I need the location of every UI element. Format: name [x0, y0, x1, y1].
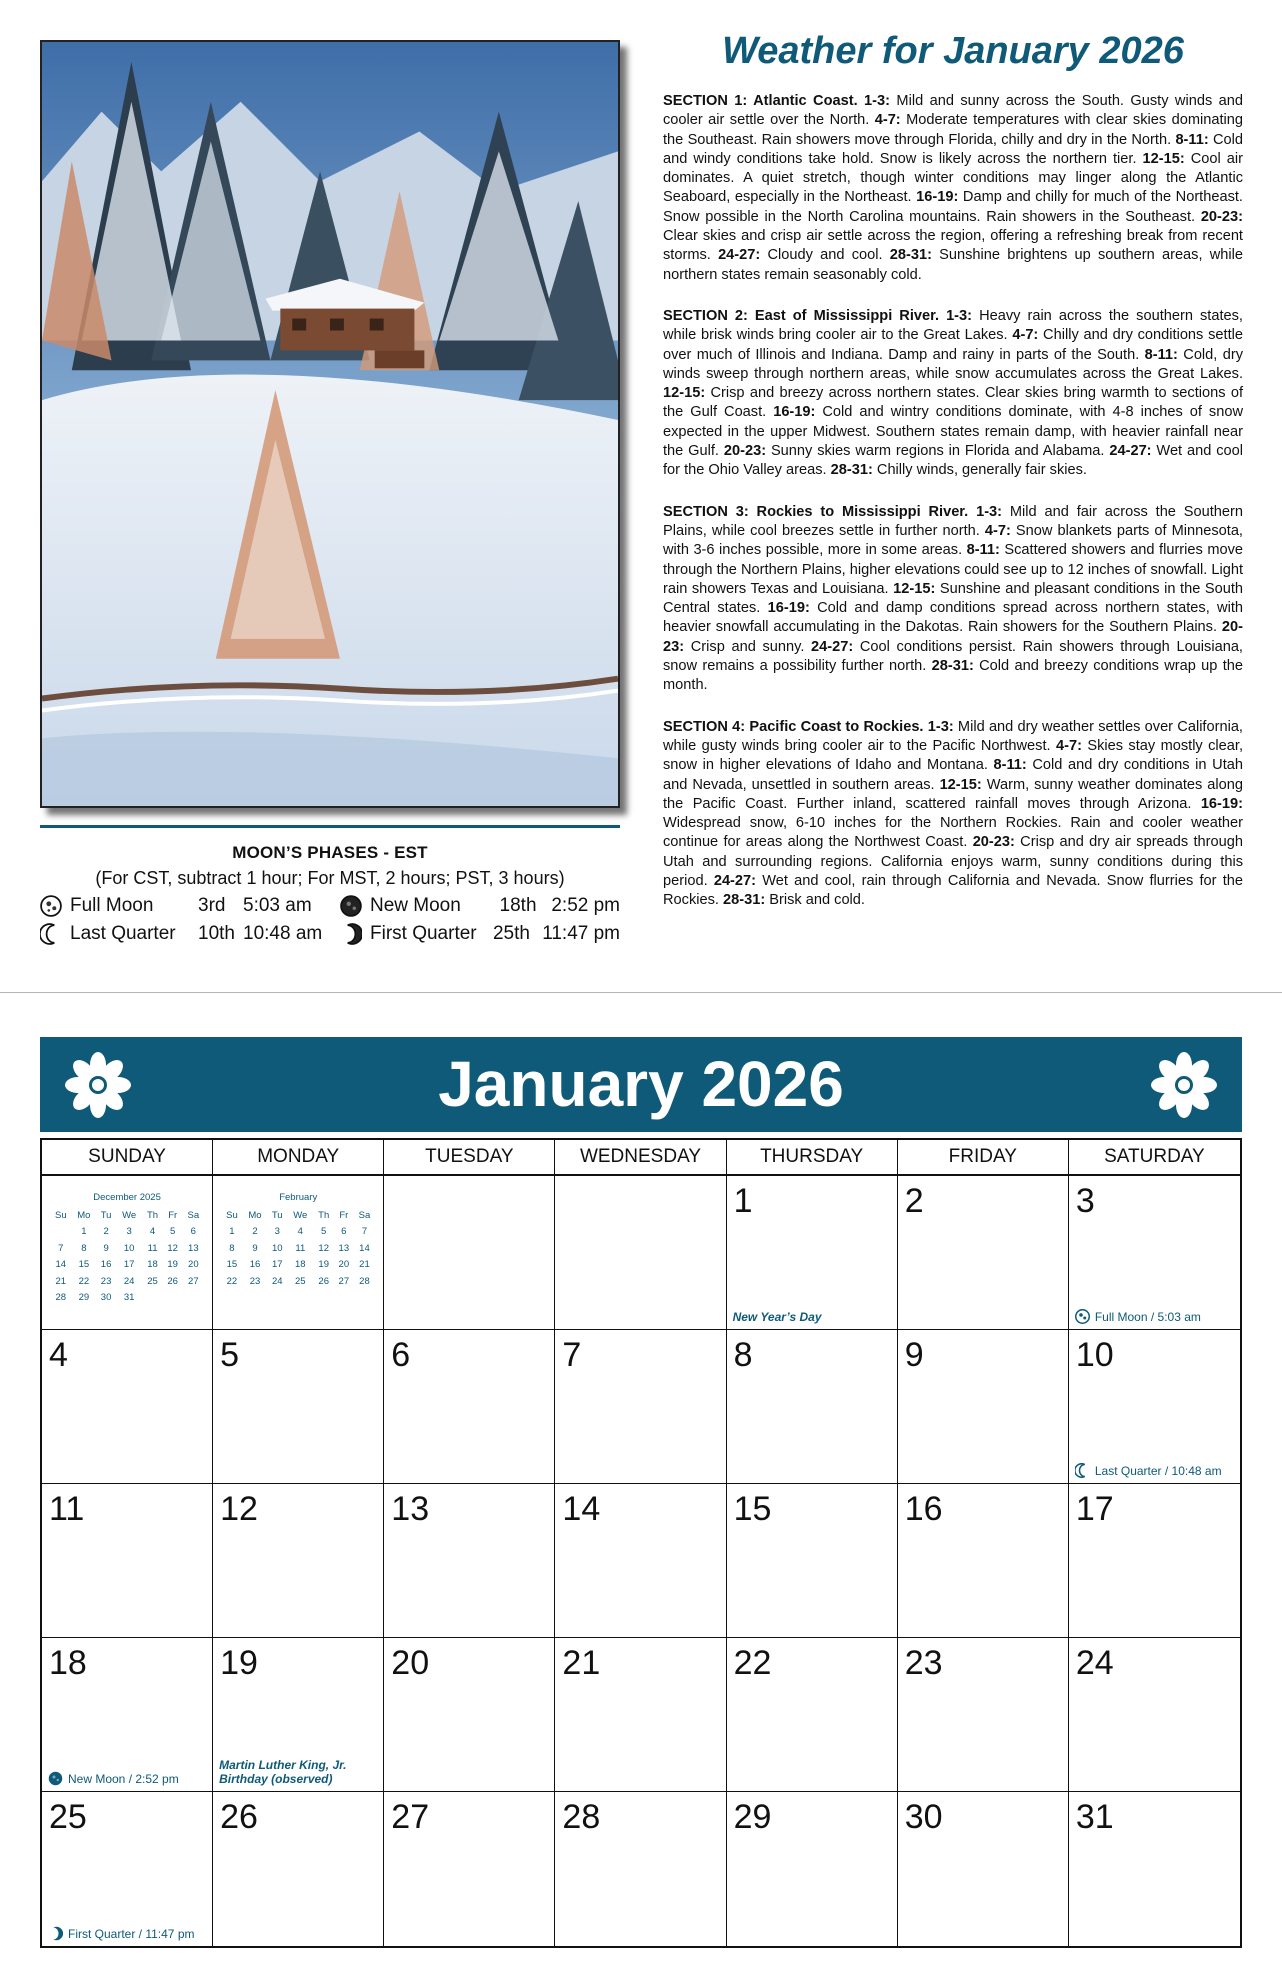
moon-phase-name: Full Moon — [70, 895, 154, 916]
weather-section-heading: 8-11: — [993, 757, 1027, 774]
mini-calendar-day: 30 — [100, 1292, 112, 1304]
day-number: 29 — [733, 1798, 772, 1836]
day-cell — [555, 1638, 726, 1792]
day-cell — [727, 1176, 898, 1330]
weather-section-text: Sunshine brightens up southern areas, while northern states remain seasonably cold. — [663, 247, 1244, 283]
moon-phases-subtitle: (For CST, subtract 1 hour; For MST, 2 hours; PST, 3 hours) — [95, 868, 565, 888]
weather-section-heading: 28-31: — [889, 247, 932, 264]
empty-day-cell — [555, 1176, 726, 1330]
moon-divider-line — [40, 825, 620, 828]
day-cell — [384, 1330, 555, 1484]
day-cell — [898, 1638, 1069, 1792]
mini-calendar-day: 3 — [126, 1226, 132, 1238]
day-cell — [384, 1792, 555, 1946]
day-cell — [727, 1792, 898, 1946]
day-number: 2 — [904, 1182, 924, 1220]
weather-section-text: Crisp and dry air spreads through Utah and surrounding regions. California enjoys warm, sunny conditions during this period. — [663, 834, 1243, 889]
mini-calendar-day: 10 — [123, 1242, 135, 1254]
day-number: 12 — [220, 1490, 258, 1528]
weather-section-text: Brisk and cold. — [765, 892, 865, 909]
holiday-note — [219, 1758, 379, 1786]
mini-calendar-day: 21 — [359, 1259, 370, 1271]
weather-section-heading: SECTION 4: Pacific Coast to Rockies. 1-3: — [663, 718, 954, 735]
day-number: 6 — [391, 1336, 411, 1374]
moon-note-text: First Quarter / 11:47 pm — [68, 1926, 195, 1941]
mini-calendar-day: 7 — [361, 1226, 368, 1238]
mini-calendar-day: 20 — [188, 1259, 199, 1271]
moon-phase-day: 10th — [198, 923, 235, 944]
moon-phase-note — [1075, 1463, 1236, 1478]
weekday-header: SUNDAY — [42, 1140, 213, 1176]
weather-section-heading: 28-31: — [931, 658, 974, 675]
mini-calendar-day: 2 — [252, 1226, 258, 1238]
weather-section-text: Cold and damp conditions spread across northern states, with heavier snowfall accumulating in the Dakotas. Rain showers for the Southern Plains. — [663, 600, 1243, 636]
mini-calendar-day: 11 — [147, 1242, 158, 1254]
winter-cabin-photo — [40, 40, 620, 808]
day-number: 13 — [391, 1490, 430, 1528]
moon-phases-row — [40, 895, 620, 917]
weather-section-heading: 16-19: — [1200, 795, 1243, 812]
last-quarter-icon — [40, 923, 62, 945]
weather-section-text: Widespread snow, 6-10 inches for the Northern Rockies. Rain and cooler weather continue for areas along the Northwest Coast. — [663, 815, 1243, 851]
mini-calendar-table — [221, 1207, 375, 1290]
weather-section-text: Mild and dry weather settles over California, while gusty winds bring cooler air to the Pacific Northwest. — [663, 718, 1243, 754]
day-cell — [1069, 1484, 1240, 1638]
weather-section-heading: 16-19: — [916, 189, 959, 206]
weather-section-text: Snow blankets parts of Minnesota, with 3-6 inches possible, more in some areas. — [663, 522, 1243, 559]
mini-calendar-day: 13 — [338, 1242, 350, 1254]
day-cell — [384, 1638, 555, 1792]
holiday-note-line: Birthday (observed) — [219, 1772, 333, 1786]
moon-note-text: New Moon / 2:52 pm — [68, 1771, 179, 1786]
mini-calendar-day: 27 — [338, 1275, 350, 1287]
day-number: 3 — [1075, 1182, 1095, 1220]
mini-calendar-day: 18 — [147, 1259, 158, 1271]
weather-section-text: Heavy rain across the southern states, while brisk winds bring cooler air to the Great Lakes. — [663, 307, 1243, 344]
weather-section-text: Chilly and dry conditions settle over much of Illinois and Indiana. Damp and rainy in parts of the South. — [663, 327, 1243, 363]
day-cell — [1069, 1792, 1240, 1946]
mini-calendar-weekday: Th — [318, 1209, 330, 1221]
moon-phase-first-quarter — [340, 923, 620, 945]
moon-phases-row — [40, 923, 620, 945]
weather-section-heading: 24-27: — [1109, 443, 1152, 460]
mini-calendar-day: 1 — [229, 1226, 235, 1238]
mini-calendar-weekday: Tu — [100, 1209, 112, 1221]
mini-calendar-day: 12 — [318, 1242, 329, 1254]
weather-section-heading: 12-15: — [893, 580, 936, 597]
moon-note-text: Last Quarter / 10:48 am — [1094, 1463, 1222, 1478]
mini-calendar-day: 23 — [100, 1275, 112, 1287]
mini-calendar-day: 7 — [58, 1242, 64, 1254]
moon-phase-day: 18th — [499, 895, 537, 916]
weather-section-heading: 8-11: — [1175, 131, 1209, 148]
mini-calendar-day: 9 — [252, 1242, 258, 1254]
mini-calendar-title: December 2025 — [93, 1192, 161, 1203]
weather-section-heading: 28-31: — [830, 462, 873, 479]
weekday-header: WEDNESDAY — [555, 1140, 726, 1176]
mini-calendar-day: 12 — [167, 1242, 178, 1254]
moon-phase-name: First Quarter — [370, 923, 477, 944]
day-cell — [384, 1484, 555, 1638]
new-moon-icon — [48, 1771, 63, 1786]
day-cell — [727, 1484, 898, 1638]
mini-calendar-day: 16 — [100, 1259, 112, 1271]
weather-section-text: Cold, dry winds sweep through northern areas, while snow accumulates across the Great Lakes. — [663, 346, 1243, 382]
weather-section-text: Cold and wintry conditions dominate, with 4-8 inches of snow expected in the upper Midwest. Southern states remain damp, with heavier rainfall near the Gulf. — [663, 404, 1243, 460]
mini-calendar-day: 8 — [81, 1242, 87, 1254]
holiday-note-line: Martin Luther King, Jr. — [219, 1758, 347, 1772]
weekday-header: MONDAY — [213, 1140, 384, 1176]
weather-section-heading: SECTION 3: Rockies to Mississippi River. 1-3: — [663, 503, 1003, 520]
day-cell — [555, 1330, 726, 1484]
mini-calendar — [50, 1192, 204, 1306]
mini-calendar-day: 22 — [226, 1275, 238, 1287]
day-number: 18 — [49, 1644, 87, 1682]
mini-calendar-weekday: Su — [226, 1209, 238, 1221]
weather-section-heading: 8-11: — [966, 542, 1000, 559]
mini-calendar-weekday: We — [122, 1209, 137, 1221]
calendar-month-title: January 2026 — [438, 1048, 844, 1120]
moon-phase-day: 25th — [492, 923, 530, 944]
weather-section-text: Sunshine and pleasant conditions in the South Central states. — [663, 580, 1243, 617]
flower-ornament-icon — [1148, 1049, 1220, 1121]
mini-calendar-weekday: Su — [54, 1209, 67, 1221]
weather-section-heading: 24-27: — [811, 638, 854, 655]
mini-calendar-weekday: Sa — [187, 1209, 200, 1221]
weather-section-heading: 20-23: — [1200, 208, 1243, 225]
day-number: 1 — [733, 1182, 753, 1220]
mini-calendar-week — [221, 1224, 375, 1241]
day-number: 16 — [904, 1490, 943, 1528]
weather-section-heading: 24-27: — [713, 872, 757, 889]
day-number: 27 — [391, 1798, 430, 1836]
day-cell — [898, 1484, 1069, 1638]
weather-section-heading: 16-19: — [773, 404, 816, 421]
mini-calendar-day: 29 — [78, 1292, 90, 1304]
mini-calendar-day: 25 — [295, 1275, 306, 1287]
weather-section-text: Mild and sunny across the South. Gusty winds and cooler air settle over the North. — [663, 93, 1243, 129]
new-moon-icon — [340, 895, 362, 917]
day-number: 23 — [904, 1644, 943, 1682]
mini-calendar-day — [163, 1290, 183, 1307]
weather-section-text: Cool conditions persist. Rain showers through Louisiana, snow remains a possibility further north. — [663, 638, 1243, 675]
page-divider — [0, 992, 1282, 993]
day-number: 11 — [49, 1490, 85, 1528]
weather-section-heading: 4-7: — [1012, 327, 1039, 344]
mini-calendar-table — [50, 1207, 204, 1306]
mini-calendar-title: February — [279, 1192, 318, 1203]
mini-calendar — [221, 1192, 375, 1290]
weather-section-text: Crisp and breezy across northern states. Clear skies bring warmth to sections of the Gulf Coast. — [663, 385, 1243, 421]
weather-title: Weather for January 2026 — [722, 30, 1184, 72]
first-quarter-icon — [340, 923, 362, 945]
weather-section-heading: 16-19: — [767, 600, 810, 617]
mini-calendar-day: 9 — [103, 1242, 109, 1254]
mini-calendar-day: 10 — [271, 1242, 283, 1254]
weather-section — [663, 718, 1243, 911]
weather-section — [663, 307, 1243, 481]
empty-day-cell — [384, 1176, 555, 1330]
first-quarter-icon — [48, 1926, 63, 1941]
day-cell — [898, 1792, 1069, 1946]
day-cell — [213, 1330, 384, 1484]
weather-section-text: Sunny skies warm regions in Florida and Alabama. — [766, 443, 1110, 460]
mini-calendar-week — [221, 1257, 375, 1274]
weather-section-heading: 20-23: — [663, 619, 1243, 655]
weather-section-heading: 12-15: — [1142, 150, 1185, 167]
day-cell — [213, 1484, 384, 1638]
mini-calendar-day: 5 — [321, 1226, 327, 1238]
weather-section-heading: 4-7: — [874, 112, 901, 129]
mini-calendar-day: 22 — [78, 1275, 90, 1287]
mini-calendar-day: 20 — [338, 1259, 350, 1271]
day-cell — [42, 1638, 213, 1792]
day-number: 26 — [220, 1798, 258, 1836]
moon-note-text: Full Moon / 5:03 am — [1094, 1309, 1201, 1324]
day-number: 17 — [1075, 1490, 1114, 1528]
moon-phase-full — [40, 895, 340, 917]
day-number: 14 — [562, 1490, 601, 1528]
day-cell — [555, 1484, 726, 1638]
mini-calendar-week — [50, 1290, 204, 1307]
day-number: 20 — [391, 1644, 430, 1682]
moon-phases-block — [40, 825, 620, 945]
mini-calendar-week — [221, 1273, 375, 1290]
day-cell — [555, 1792, 726, 1946]
mini-calendar-day: 24 — [271, 1275, 283, 1287]
mini-calendar-day: 16 — [249, 1259, 261, 1271]
weather-section-text: Wet and cool, rain through California and Nevada. Snow flurries for the Rockies. — [663, 872, 1243, 909]
mini-calendar-day: 28 — [359, 1275, 370, 1287]
mini-calendar-day: 26 — [167, 1275, 178, 1287]
calendar-header — [40, 1037, 1242, 1132]
weather-section-heading: 12-15: — [663, 385, 706, 402]
day-number: 31 — [1075, 1798, 1114, 1836]
weather-section-heading: 4-7: — [984, 522, 1011, 539]
moon-phase-name: Last Quarter — [70, 923, 176, 944]
mini-calendar-weekday: Fr — [339, 1209, 349, 1221]
weather-section-heading: 24-27: — [718, 247, 761, 264]
moon-phases-title: MOON’S PHASES - EST — [232, 843, 428, 862]
weather-section-text: Cloudy and cool. — [760, 247, 890, 264]
mini-calendar-day: 18 — [295, 1259, 306, 1271]
weather-section-heading: SECTION 2: East of Mississippi River. 1-3: — [663, 307, 973, 324]
mini-calendar-week — [50, 1224, 204, 1241]
day-cell — [898, 1330, 1069, 1484]
weather-section-text: Clear skies and crisp air settle across the region, offering a refreshing break from recent storms. — [663, 228, 1243, 264]
day-number: 28 — [562, 1798, 601, 1836]
mini-calendar-day: 6 — [190, 1226, 196, 1238]
mini-calendar-day: 21 — [55, 1275, 67, 1287]
weather-section-text: Cool air dominates. A quiet stretch, though winter conditions may linger along the Atlantic Seaboard, especially in the Northeast. — [663, 150, 1244, 206]
day-number: 24 — [1075, 1644, 1114, 1682]
day-cell — [213, 1792, 384, 1946]
weather-section-heading: 20-23: — [972, 834, 1015, 851]
day-cell — [42, 1792, 213, 1946]
moon-phase-name: New Moon — [370, 895, 461, 916]
day-cell — [1069, 1176, 1240, 1330]
moon-phase-time: 2:52 pm — [551, 895, 620, 916]
weather-section-heading: 20-23: — [723, 443, 767, 460]
mini-calendar-week — [50, 1257, 204, 1274]
mini-calendar-day: 2 — [103, 1226, 109, 1238]
mini-calendar-weekday: Sa — [358, 1209, 371, 1221]
moon-phase-new — [340, 895, 620, 917]
weather-section — [663, 503, 1243, 696]
day-cell — [1069, 1638, 1240, 1792]
moon-phase-last-quarter — [40, 923, 340, 945]
moon-phase-day: 3rd — [198, 895, 226, 916]
weather-section-text: Skies stay mostly clear, snow in higher elevations of Idaho and Montana. — [663, 737, 1243, 774]
mini-calendar-day — [183, 1290, 205, 1307]
mini-calendar-day — [50, 1224, 72, 1241]
moon-phase-note — [48, 1926, 208, 1941]
full-moon-icon — [40, 895, 62, 917]
mini-calendar-day: 24 — [123, 1275, 135, 1287]
mini-calendar-day: 8 — [229, 1242, 235, 1254]
weather-section-text: Mild and fair across the Southern Plains, while cool breezes settle in further north. — [663, 503, 1243, 539]
day-cell — [42, 1484, 213, 1638]
mini-calendar-weekday-row — [50, 1207, 204, 1224]
last-quarter-icon — [1075, 1463, 1090, 1478]
mini-calendar-day: 31 — [123, 1292, 135, 1304]
full-moon-icon — [1075, 1309, 1090, 1324]
mini-calendar-next-month — [213, 1176, 384, 1330]
mini-calendar-day: 6 — [341, 1226, 347, 1238]
day-cell — [42, 1330, 213, 1484]
mini-calendar-day: 5 — [170, 1226, 176, 1238]
mini-calendar-day: 23 — [249, 1275, 261, 1287]
weather-section-heading: SECTION 1: Atlantic Coast. 1-3: — [663, 93, 891, 109]
day-number: 7 — [562, 1336, 582, 1374]
day-cell — [213, 1638, 384, 1792]
weather-section-text: Wet and cool for the Ohio Valley areas. — [663, 443, 1244, 479]
weather-section-heading: 4-7: — [1055, 737, 1082, 754]
weather-section-text: Chilly winds, generally fair skies. — [872, 462, 1087, 479]
day-number: 21 — [562, 1644, 601, 1682]
mini-calendar-day: 3 — [274, 1226, 280, 1238]
mini-calendar-day: 28 — [55, 1292, 67, 1304]
day-cell — [727, 1330, 898, 1484]
weather-section-text: Cold and dry conditions in Utah and Nevada, unsettled in southern areas. — [663, 757, 1243, 793]
mini-calendar-day: 4 — [297, 1226, 303, 1238]
mini-calendar-weekday: Tu — [271, 1209, 283, 1221]
weekday-header: THURSDAY — [727, 1140, 898, 1176]
weather-section-text: Damp and chilly for much of the Northeast. Snow possible in the North Carolina mountains. Rain showers in the Southeast. — [663, 189, 1243, 225]
moon-phase-note — [48, 1771, 208, 1786]
mini-calendar-day: 15 — [226, 1259, 238, 1271]
mini-calendar-day: 19 — [318, 1259, 329, 1271]
day-number: 19 — [220, 1644, 258, 1682]
weather-section-text: Cold and windy conditions take hold. Snow is likely across the northern tier. — [663, 131, 1244, 167]
weather-section-heading: 8-11: — [1144, 346, 1178, 363]
weather-section-text: Crisp and sunny. — [684, 638, 812, 655]
day-cell — [727, 1638, 898, 1792]
day-number: 8 — [733, 1336, 753, 1374]
weekday-header: TUESDAY — [384, 1140, 555, 1176]
weather-section-text: Cold and breezy conditions wrap up the month. — [663, 658, 1243, 694]
weather-section-text: Scattered showers and flurries move through the Northern Plains, higher elevations could see up to 12 inches of snowfall. Light rain showers Texas and Louisiana. — [663, 542, 1244, 597]
mini-calendar-day: 27 — [188, 1275, 199, 1287]
day-cell — [1069, 1330, 1240, 1484]
mini-calendar-week — [50, 1273, 204, 1290]
mini-calendar-week — [221, 1240, 375, 1257]
mini-calendar-weekday: Fr — [168, 1209, 178, 1221]
mini-calendar-day: 14 — [55, 1259, 67, 1271]
day-number: 5 — [220, 1336, 240, 1374]
weekday-header: SATURDAY — [1069, 1140, 1240, 1176]
day-number: 30 — [904, 1798, 943, 1836]
mini-calendar-weekday: Mo — [248, 1209, 262, 1221]
day-number: 22 — [733, 1644, 772, 1682]
mini-calendar-day: 26 — [318, 1275, 329, 1287]
mini-calendar-week — [50, 1240, 204, 1257]
moon-phase-note — [1075, 1309, 1236, 1324]
weather-section-heading: 28-31: — [723, 892, 766, 909]
day-cell — [898, 1176, 1069, 1330]
mini-calendar-day: 19 — [167, 1259, 178, 1271]
moon-phase-time: 11:47 pm — [542, 923, 620, 944]
mini-calendar-day: 4 — [149, 1226, 156, 1238]
moon-phase-time: 10:48 am — [243, 923, 323, 944]
holiday-note: New Year’s Day — [732, 1310, 822, 1324]
calendar-grid — [40, 1138, 1242, 1948]
weekday-header: FRIDAY — [898, 1140, 1069, 1176]
mini-calendar-previous-month — [42, 1176, 213, 1330]
mini-calendar-weekday-row — [221, 1207, 375, 1224]
day-number: 10 — [1075, 1336, 1114, 1374]
weather-section-text: Moderate temperatures with clear skies dominating the Southeast. Rain showers move through Florida, chilly and dry in the North. — [663, 112, 1243, 148]
mini-calendar-day: 17 — [271, 1259, 283, 1271]
mini-calendar-weekday: We — [293, 1209, 308, 1221]
mini-calendar-day: 14 — [359, 1242, 370, 1254]
day-number: 25 — [49, 1798, 87, 1836]
mini-calendar-day: 25 — [147, 1275, 158, 1287]
day-number: 9 — [904, 1336, 924, 1374]
mini-calendar-weekday: Mo — [77, 1209, 91, 1221]
weather-section-heading: 12-15: — [939, 776, 982, 793]
mini-calendar-day — [142, 1290, 163, 1307]
mini-calendar-day: 15 — [78, 1259, 90, 1271]
weather-section-text: Warm, sunny weather dominates along the Pacific Coast. Further inland, scattered rainfall moves through Arizona. — [663, 776, 1243, 812]
mini-calendar-weekday: Th — [147, 1209, 159, 1221]
mini-calendar-day: 13 — [188, 1242, 199, 1254]
moon-phase-time: 5:03 am — [243, 895, 312, 916]
day-number: 15 — [733, 1490, 772, 1528]
day-number: 4 — [49, 1336, 68, 1374]
weather-section — [663, 92, 1243, 285]
mini-calendar-day: 1 — [81, 1226, 87, 1238]
mini-calendar-day: 11 — [295, 1242, 306, 1254]
mini-calendar-day: 17 — [123, 1259, 135, 1271]
weather-forecast-text — [663, 92, 1243, 933]
